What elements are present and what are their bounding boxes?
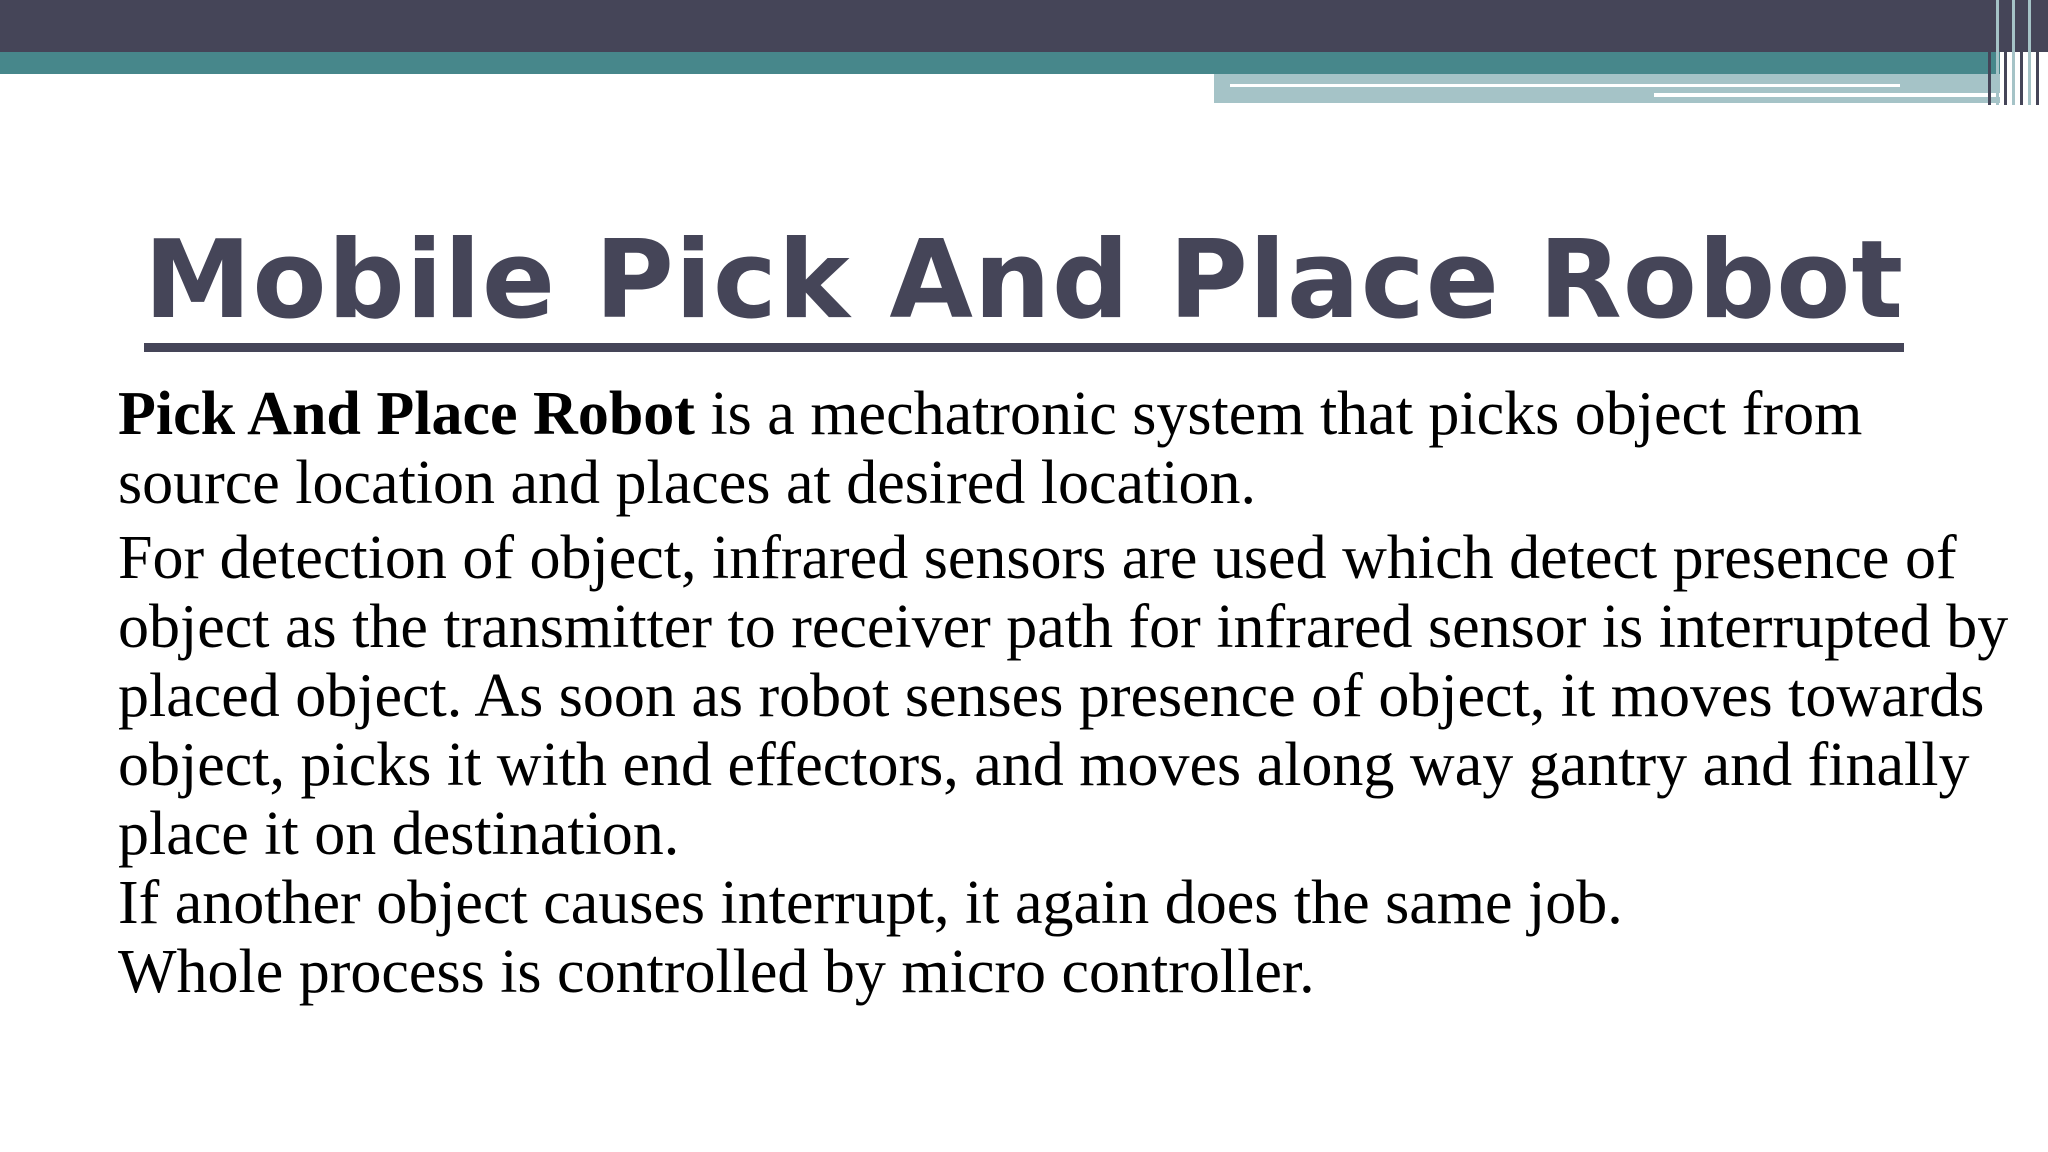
term-bold: Pick And Place Robot bbox=[118, 380, 695, 448]
paragraph-detection: For detection of object, infrared sensors are used which detect presence of object as the transmitter to receiver path for infrared sensor is interrupted by placed object. As soon as robot senses presence of object, it moves towards object, picks it with end effectors, and moves along way gantry and finally place it on destination. bbox=[118, 524, 2009, 868]
header-accent-line bbox=[1230, 84, 1900, 87]
paragraph-definition bbox=[118, 380, 2018, 518]
paragraph-repeat: If another object causes interrupt, it again does the same job. bbox=[118, 869, 1623, 937]
header-dark-band bbox=[0, 0, 2048, 52]
decor-vertical-bar bbox=[2020, 0, 2023, 105]
decor-vertical-bar bbox=[1996, 0, 1999, 105]
paragraph-control: Whole process is controlled by micro controller. bbox=[118, 938, 1315, 1006]
decor-vertical-bar bbox=[1988, 0, 1991, 105]
decor-vertical-bar bbox=[2012, 0, 2015, 105]
slide-title bbox=[0, 216, 2048, 346]
slide-title-text: Mobile Pick And Place Robot bbox=[144, 218, 1904, 352]
header-light-band bbox=[1214, 74, 2000, 84]
header-accent-line-short bbox=[1654, 93, 2000, 97]
decor-vertical-bar bbox=[2004, 0, 2007, 105]
slide-body bbox=[118, 380, 2018, 1007]
definition-text: is a mechatronic system that picks object from source location and places at desired location. bbox=[118, 380, 1863, 517]
header-teal-band bbox=[0, 52, 2000, 74]
decor-vertical-bar bbox=[2028, 0, 2031, 105]
decor-vertical-bar bbox=[2036, 0, 2039, 105]
